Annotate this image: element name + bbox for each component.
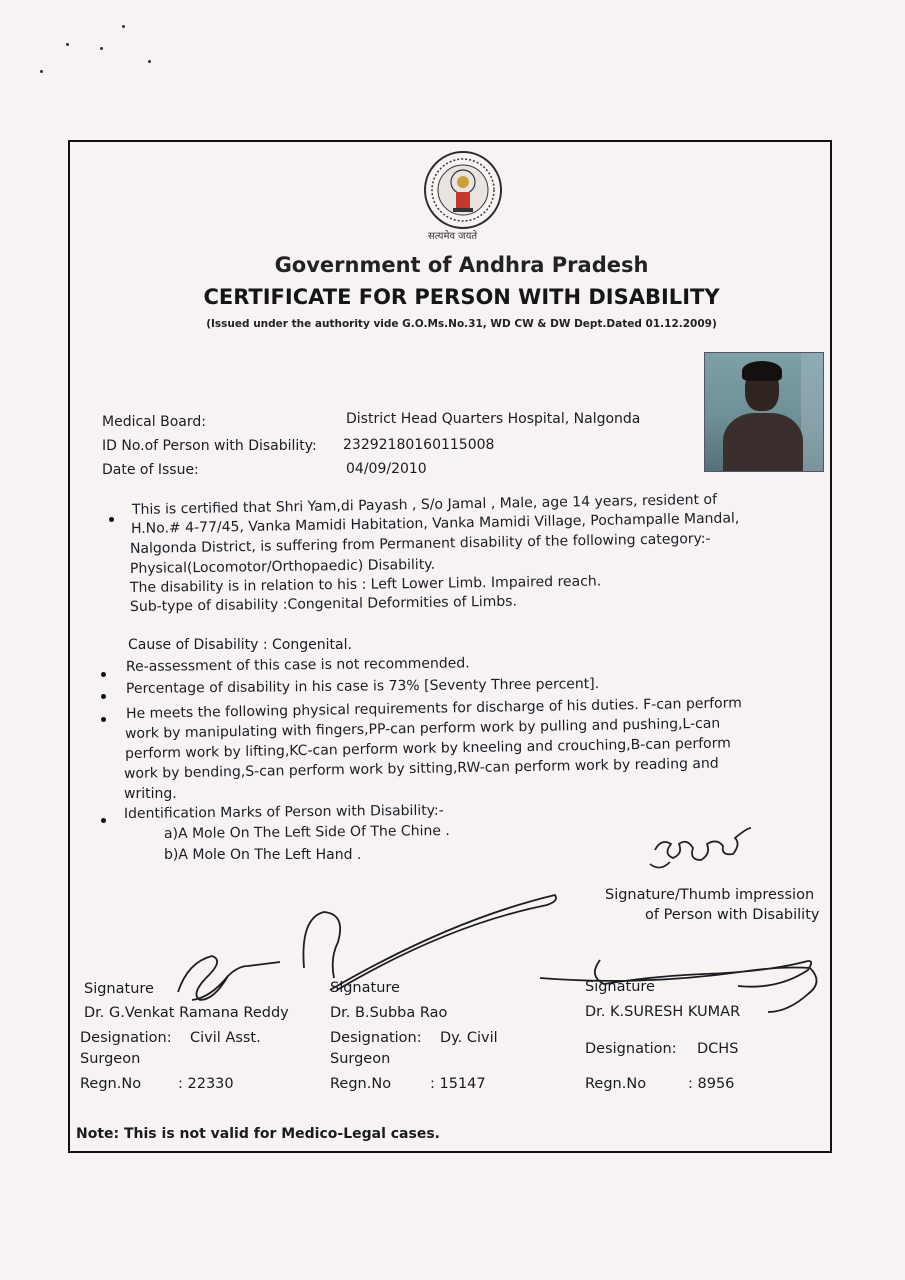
signatory-3-signature-label: Signature [585, 979, 655, 995]
requirements-line-4: work by bending,S-can perform work by sitting,RW-can perform work by reading and [123, 755, 719, 782]
signatory-1-designation-value: Civil Asst. [190, 1030, 261, 1046]
cert-line-4: Physical(Locomotor/Orthopaedic) Disability. [129, 556, 436, 577]
date-label: Date of Issue: [102, 462, 199, 478]
signatory-1-signature-mark [178, 956, 280, 1000]
signatory-3-designation-label: Designation: [585, 1041, 677, 1057]
signatory-1-name: Dr. G.Venkat Ramana Reddy [84, 1005, 289, 1021]
legal-note: Note: This is not valid for Medico-Legal cases. [76, 1126, 440, 1142]
signatory-1-signature-label: Signature [84, 981, 154, 997]
signatory-1-regn-label: Regn.No [80, 1076, 142, 1092]
requirements-line-2: work by manipulating with fingers,PP-can perform work by pulling and pushing,L-can [124, 715, 721, 742]
reassessment-note: Re-assessment of this case is not recommended. [125, 655, 470, 675]
disability-percentage: Percentage of disability in his case is 73% [Seventy Three percent]. [125, 676, 600, 697]
signatory-3-regn-label: Regn.No [585, 1076, 647, 1092]
requirements-line-1: He meets the following physical requirements for discharge of his duties. F-can perform [125, 695, 742, 722]
signatory-3-signature-mark [540, 960, 817, 1012]
signatory-1-regn-value: : 22330 [178, 1076, 234, 1092]
signatory-3-regn-value: : 8956 [688, 1076, 735, 1092]
certificate-authority: (Issued under the authority vide G.O.Ms.No.31, WD CW & DW Dept.Dated 01.12.2009) [206, 318, 717, 330]
signatory-2-designation-cont: Surgeon [330, 1051, 391, 1067]
signatory-2-signature-mark [303, 895, 556, 990]
medical-board-label: Medical Board: [102, 414, 206, 430]
identification-mark-a: a)A Mole On The Left Side Of The Chine . [163, 823, 450, 842]
requirements-line-5: writing. [124, 786, 177, 802]
emblem-motto: सत्यमेव जयते [428, 231, 478, 242]
requirements-line-3: perform work by lifting,KC-can perform work by kneeling and crouching,B-can perform [124, 735, 731, 762]
signatory-2-regn-value: : 15147 [430, 1076, 486, 1092]
identification-mark-b: b)A Mole On The Left Hand . [164, 847, 362, 863]
signatory-2-designation-label: Designation: [330, 1030, 422, 1046]
signatory-1-designation-cont: Surgeon [80, 1051, 141, 1067]
date-value: 04/09/2010 [346, 461, 427, 477]
signatory-2-name: Dr. B.Subba Rao [330, 1005, 448, 1021]
signatory-3-name: Dr. K.SURESH KUMAR [585, 1004, 741, 1020]
signatory-1-designation-label: Designation: [80, 1030, 172, 1046]
signatory-2-designation-value: Dy. Civil [440, 1030, 498, 1046]
cert-line-1: This is certified that Shri Yam,di Payash , S/o Jamal , Male, age 14 years, resident of [131, 491, 718, 518]
cert-line-6: Sub-type of disability :Congenital Deformities of Limbs. [129, 593, 518, 615]
signatory-3-designation-value: DCHS [697, 1041, 739, 1057]
person-signature-label-2: of Person with Disability [645, 907, 820, 923]
certificate-title: CERTIFICATE FOR PERSON WITH DISABILITY [203, 285, 720, 309]
cert-line-3: Nalgonda District, is suffering from Permanent disability of the following category:- [129, 530, 711, 557]
identification-heading: Identification Marks of Person with Disability:- [123, 802, 444, 822]
id-value: 23292180160115008 [343, 437, 495, 453]
person-signature-mark [655, 828, 751, 860]
signatory-2-regn-label: Regn.No [330, 1076, 392, 1092]
cert-line-5: The disability is in relation to his : Left Lower Limb. Impaired reach. [129, 573, 602, 596]
signatory-2-signature-label: Signature [330, 980, 400, 996]
id-label: ID No.of Person with Disability: [102, 438, 317, 454]
medical-board-value: District Head Quarters Hospital, Nalgonda [346, 411, 641, 427]
government-title: Government of Andhra Pradesh [274, 253, 649, 277]
person-signature-label-1: Signature/Thumb impression [605, 887, 815, 903]
cert-line-2: H.No.# 4-77/45, Vanka Mamidi Habitation, Vanka Mamidi Village, Pochampalle Mandal, [130, 510, 740, 537]
cause-of-disability: Cause of Disability : Congenital. [128, 637, 352, 653]
